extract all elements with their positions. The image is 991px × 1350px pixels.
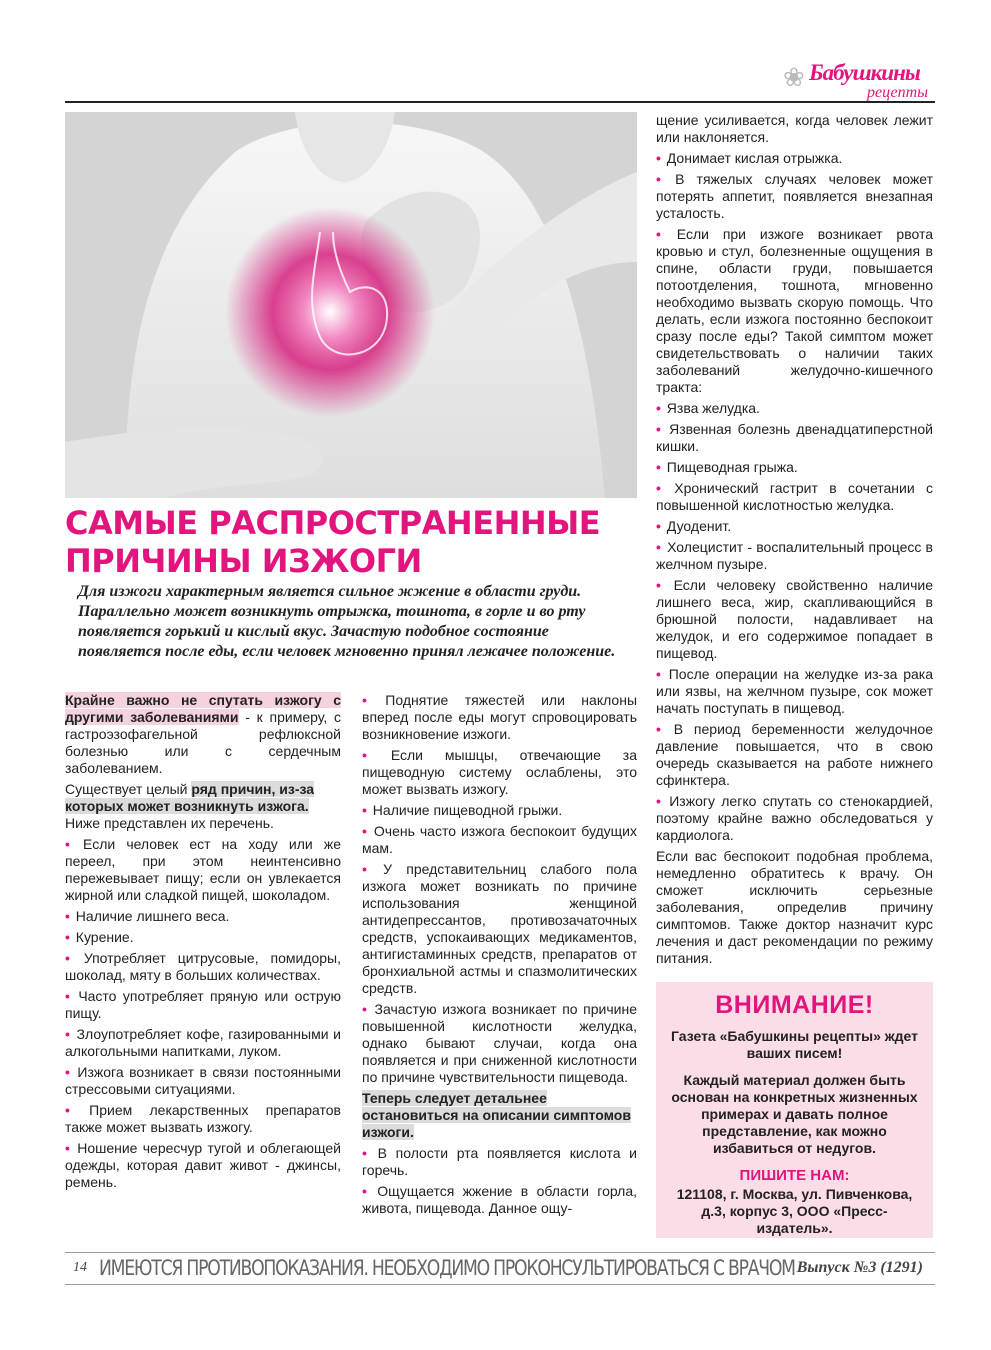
hero-photo	[65, 112, 637, 498]
bullet-icon: •	[656, 226, 661, 242]
list-item-text: В тяжелых случаях человек может потерять аппетит, появляется внезапная усталость.	[656, 171, 933, 221]
list-item	[65, 1140, 341, 1191]
footer-warning: ИМЕЮТСЯ ПРОТИВОПОКАЗАНИЯ. НЕОБХОДИМО ПРОКОНСУЛЬТИРОВАТЬСЯ С ВРАЧОМ	[99, 1256, 795, 1280]
list-item-text: Наличие лишнего веса.	[75, 908, 230, 924]
list-item-text: Если мышцы, отвечающие за пищеводную систему ослаблены, это может вызвать изжогу.	[362, 747, 637, 797]
bullet-icon: •	[362, 747, 367, 763]
list-item	[65, 1102, 341, 1136]
list-item	[65, 908, 341, 925]
list-item	[65, 836, 341, 904]
paragraph	[362, 1090, 637, 1141]
heartburn-illustration	[65, 112, 637, 498]
top-divider	[65, 101, 935, 103]
bullet-icon: •	[362, 1001, 367, 1017]
notice-text: Каждый материал должен быть основан на конкретных жизненных примерах и давать полное представление, как можно избавиться от недугов.	[671, 1072, 918, 1156]
paragraph-text: Существует целый	[65, 781, 192, 797]
issue-number: Выпуск №3 (1291)	[796, 1259, 923, 1276]
list-item-text: Поднятие тяжестей или наклоны вперед после еды могут спровоцировать возникновение изжоги.	[362, 692, 638, 742]
bullet-icon: •	[65, 1064, 70, 1080]
footer-divider	[65, 1284, 935, 1285]
list-item-text: Ношение чересчур тугой и облегающей одежды, которая давит живот - джинсы, ремень.	[65, 1140, 341, 1190]
list-item	[362, 861, 637, 997]
list-item	[656, 226, 933, 396]
list-item	[65, 929, 341, 946]
list-item	[362, 1001, 637, 1086]
bullet-icon: •	[656, 400, 661, 416]
list-item-text: Очень часто изжога беспокоит будущих мам.	[362, 823, 637, 856]
paragraph-text: Ниже представлен их перечень.	[65, 815, 274, 831]
bullet-icon: •	[65, 1102, 70, 1118]
list-item	[656, 171, 933, 222]
bullet-icon: •	[656, 480, 661, 496]
bullet-icon: •	[656, 171, 661, 187]
bullet-icon: •	[65, 1140, 70, 1156]
list-item-text: Язва желудка.	[666, 400, 760, 416]
list-item	[362, 802, 637, 819]
bullet-icon: •	[656, 150, 661, 166]
list-item-text: Изжогу легко спутать со стенокардией, поэтому крайне важно обследоваться у кардиолога.	[656, 793, 934, 843]
paragraph	[65, 781, 341, 832]
bullet-icon: •	[65, 836, 70, 852]
highlight-text: Теперь следует детальнее остановиться на описании симптомов изжоги.	[362, 1090, 631, 1140]
list-item-text: Изжога возникает в связи постоянными стрессовыми ситуациями.	[65, 1064, 342, 1097]
list-item	[656, 518, 933, 535]
list-item-text: Хронический гастрит в сочетании с повышенной кислотностью желудка.	[656, 480, 934, 513]
list-item-text: Злоупотребляет кофе, газированными и алкогольными напитками, луком.	[65, 1026, 341, 1059]
list-item-text: В период беременности желудочное давление повышается, что в свою очередь сказывается на работе нижнего сфинктера.	[656, 721, 933, 788]
paragraph: щение усиливается, когда человек лежит или наклоняется.	[656, 112, 933, 145]
list-item-text: Часто употребляет пряную или острую пищу.	[65, 988, 341, 1021]
article-title	[65, 504, 635, 580]
list-item	[65, 950, 341, 984]
list-item	[65, 988, 341, 1022]
notice-title: ВНИМАНИЕ!	[715, 991, 874, 1019]
list-item	[362, 1183, 637, 1217]
list-item-text: После операции на желудке из-за рака или язвы, на желчном пузыре, сок может начать поступать в пищевод.	[656, 666, 933, 716]
paragraph	[65, 692, 341, 777]
bullet-icon: •	[362, 1145, 367, 1161]
bullet-icon: •	[362, 823, 367, 839]
magazine-logo	[783, 58, 933, 106]
list-item	[65, 1026, 341, 1060]
list-item	[362, 747, 637, 798]
flower-icon: ❀	[783, 62, 805, 92]
list-item	[362, 823, 637, 857]
column-3	[656, 112, 933, 971]
bullet-icon: •	[362, 692, 367, 708]
list-item	[656, 400, 933, 417]
page-number: 14	[73, 1260, 87, 1275]
bullet-icon: •	[65, 929, 70, 945]
list-item-text: Если при изжоге возникает рвота кровью и стул, болезненные ощущения в спине, области груди, повышается потоотделения, тошнота, мгновенно необходимо вызвать скорую помощь. Что делать, если изжога постоянно беспокоит сразу после еды? Такой симптом может свидетельствовать о наличии таких заболеваний желудочно-кишечного тракта:	[656, 226, 934, 395]
bullet-icon: •	[656, 518, 661, 534]
paragraph: Если вас беспокоит подобная проблема, немедленно обратитесь к врачу. Он сможет исключить серьезные заболевания, определив причину симптомов. Также доктор назначит курс лечения и даст рекомендации по режиму питания.	[656, 848, 933, 966]
bullet-icon: •	[656, 421, 661, 437]
title-line-2: ПРИЧИНЫ ИЗЖОГИ	[65, 542, 422, 580]
bullet-icon: •	[65, 908, 70, 924]
paragraph-text: - к примеру, с гастроэзофагельной рефлюксной болезнью или с сердечным заболеванием.	[65, 709, 341, 776]
highlight-text: ряд причин, из-за которых может возникнуть изжога.	[65, 781, 315, 814]
bullet-icon: •	[656, 793, 661, 809]
bullet-icon: •	[362, 1183, 367, 1199]
bullet-icon: •	[656, 459, 661, 475]
list-item	[656, 721, 933, 789]
list-item	[656, 480, 933, 514]
list-item-text: Зачастую изжога возникает по причине повышенной кислотности желудка, однако бывают случаи, когда она появляется и при сниженной кислотности по причине чувствительности пищевода.	[362, 1001, 638, 1085]
list-item-text: Пищеводная грыжа.	[666, 459, 798, 475]
list-item-text: Курение.	[75, 929, 134, 945]
bullet-icon: •	[656, 577, 661, 593]
list-item-text: У представительниц слабого пола изжога может возникать по причине использования женщиной антидепрессантов, противозачаточных средств, успокаивающих медикаментов, антигистаминных средств, препаратов от бронхиальной астмы и спазмолитических средств.	[362, 861, 637, 996]
column-2	[362, 692, 637, 1221]
list-item	[656, 577, 933, 662]
page-footer	[65, 1252, 935, 1288]
list-item-text: Ощущается жжение в области горла, живота, пищевода. Данное ощу-	[362, 1183, 638, 1216]
notice-text: Газета «Бабушкины рецепты» ждет ваших писем!	[670, 1028, 919, 1061]
bullet-icon: •	[656, 666, 661, 682]
list-item-text: Язвенная болезнь двенадцатиперстной кишки.	[656, 421, 933, 454]
list-item	[362, 1145, 637, 1179]
logo-main-text: Бабушкины	[809, 60, 920, 85]
list-item-text: Если человеку свойственно наличие лишнего веса, жир, скапливающийся в брюшной полости, надавливает на желудок, и его содержимое попадает в пищевод.	[656, 577, 934, 661]
list-item	[656, 793, 933, 844]
notice-address: 121108, г. Москва, ул. Пивченкова, д.3, корпус 3, ООО «Пресс-издатель».	[676, 1186, 913, 1236]
list-item	[656, 666, 933, 717]
title-line-1: САМЫЕ РАСПРОСТРАНЕННЫЕ	[65, 504, 601, 542]
list-item-text: Донимает кислая отрыжка.	[666, 150, 843, 166]
notice-box	[656, 982, 933, 1238]
list-item	[656, 421, 933, 455]
list-item-text: Если человек ест на ходу или же переел, при этом неинтенсивно пережевывает пищу; если он увлекается жирной или сладкой пищей, шоколадом.	[65, 836, 342, 903]
bullet-icon: •	[656, 539, 661, 555]
article-lead: Для изжоги характерным является сильное жжение в области груди. Параллельно может возникнуть отрыжка, тошнота, в горле и во рту появляется горький и кислый вкус. Зачастую подобное состояние появляется после еды, если человек мгновенно принял лежачее положение.	[78, 583, 616, 660]
list-item	[65, 1064, 341, 1098]
list-item-text: Холецистит - воспалительный процесс в желчном пузыре.	[656, 539, 933, 572]
footer-divider	[65, 1252, 935, 1253]
bullet-icon: •	[65, 988, 70, 1004]
bullet-icon: •	[362, 861, 367, 877]
logo-sub-text: рецепты	[867, 84, 928, 101]
column-1	[65, 692, 341, 1195]
bullet-icon: •	[65, 950, 70, 966]
list-item	[656, 150, 933, 167]
list-item	[362, 692, 637, 743]
bullet-icon: •	[362, 802, 367, 818]
notice-write-us: ПИШИТЕ НАМ:	[739, 1167, 850, 1184]
bullet-icon: •	[656, 721, 661, 737]
list-item-text: Наличие пищеводной грыжи.	[372, 802, 563, 818]
highlight-text: Крайне важно не спутать изжогу с другими заболеваниями	[65, 692, 341, 725]
bullet-icon: •	[65, 1026, 70, 1042]
list-item-text: Дуоденит.	[666, 518, 732, 534]
list-item-text: Прием лекарственных препаратов также может вызвать изжогу.	[65, 1102, 341, 1135]
list-item-text: В полости рта появляется кислота и горечь.	[362, 1145, 638, 1178]
list-item-text: Употребляет цитрусовые, помидоры, шоколад, мяту в больших количествах.	[65, 950, 341, 983]
list-item	[656, 539, 933, 573]
list-item	[656, 459, 933, 476]
